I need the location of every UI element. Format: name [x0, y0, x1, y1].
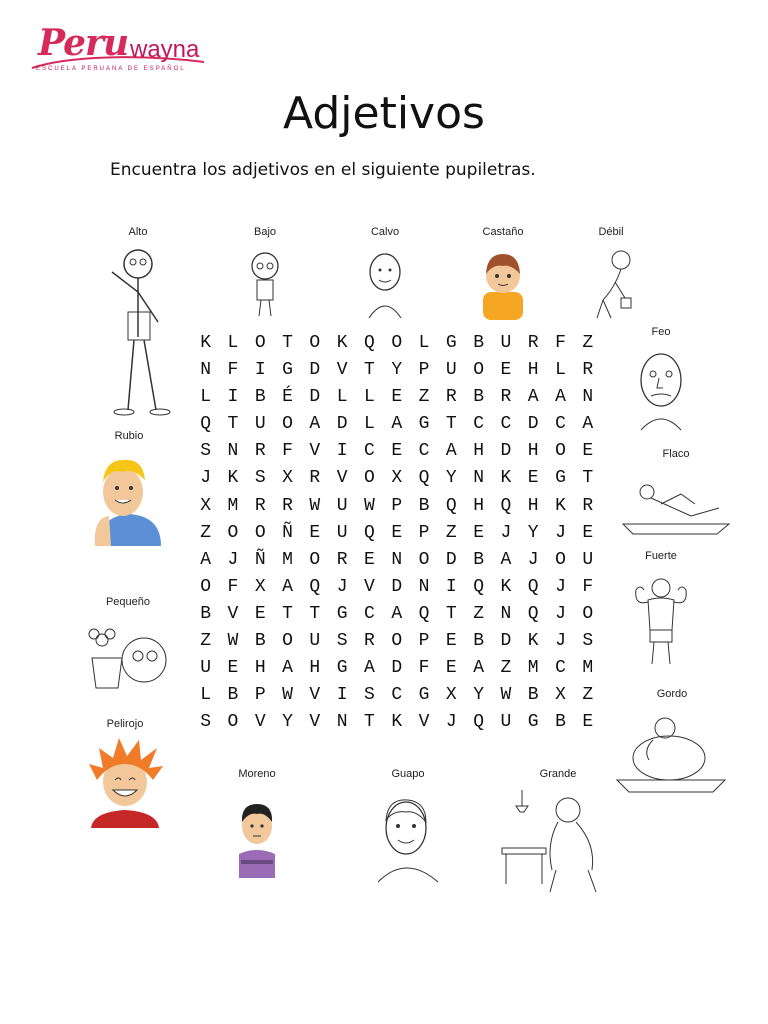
- grid-letter: T: [227, 414, 239, 435]
- grid-letter: W: [227, 631, 239, 652]
- grid-letter: T: [364, 360, 375, 381]
- grid-letter: D: [336, 414, 348, 435]
- grid-letter: O: [282, 414, 293, 435]
- grid-letter: I: [445, 576, 457, 597]
- label-bajo: Bajo: [253, 226, 277, 238]
- grid-letter: D: [445, 549, 457, 570]
- grid-letter: H: [527, 360, 539, 381]
- grid-letter: T: [309, 603, 321, 624]
- label-gordo: Gordo: [656, 688, 688, 700]
- grid-letter: C: [364, 603, 375, 624]
- grid-letter: D: [391, 576, 403, 597]
- grid-letter: O: [582, 603, 594, 624]
- grid-letter: B: [227, 685, 239, 706]
- grid-letter: S: [364, 685, 375, 706]
- grid-letter: Z: [200, 631, 212, 652]
- grid-letter: V: [309, 685, 321, 706]
- short-person-icon: [235, 242, 295, 320]
- grid-letter: O: [309, 549, 321, 570]
- grid-letter: F: [418, 658, 430, 679]
- grid-letter: W: [500, 685, 512, 706]
- grid-letter: A: [391, 414, 403, 435]
- grid-letter: T: [282, 333, 293, 353]
- grid-letter: G: [418, 414, 430, 435]
- grid-letter: Q: [364, 333, 375, 353]
- grid-letter: R: [254, 441, 266, 462]
- label-pelirojo: Pelirojo: [106, 718, 144, 730]
- grid-letter: E: [582, 712, 594, 733]
- grid-letter: W: [309, 495, 321, 516]
- figure-gordo: [612, 688, 732, 794]
- grid-letter: N: [200, 360, 212, 381]
- small-creature-icon: [82, 612, 174, 692]
- grid-letter: E: [364, 549, 375, 570]
- grid-letter: F: [227, 360, 239, 381]
- grid-letter: U: [500, 712, 512, 733]
- grid-letter: U: [445, 360, 457, 381]
- grid-letter: K: [555, 495, 566, 516]
- grid-letter: R: [500, 387, 512, 408]
- grid-letter: H: [527, 495, 539, 516]
- grid-letter: I: [254, 360, 266, 381]
- grid-letter: O: [418, 549, 430, 570]
- redhead-boy-icon: [85, 734, 165, 830]
- grid-letter: E: [582, 441, 594, 462]
- grid-letter: R: [582, 360, 594, 381]
- grid-letter: R: [254, 495, 266, 516]
- grid-letter: K: [500, 468, 512, 489]
- figure-debil: [576, 226, 646, 322]
- grid-letter: A: [364, 658, 375, 679]
- grid-letter: D: [527, 414, 539, 435]
- grid-letter: B: [473, 631, 485, 652]
- grid-letter: O: [555, 549, 566, 570]
- grid-letter: J: [227, 549, 239, 570]
- figure-pelirojo: [82, 718, 168, 830]
- weak-person-icon: [581, 242, 641, 322]
- grid-letter: T: [282, 603, 293, 624]
- page-title: Adjetivos: [283, 88, 485, 139]
- grid-letter: V: [227, 603, 239, 624]
- grid-letter: B: [200, 603, 212, 624]
- grid-letter: M: [227, 495, 239, 516]
- grid-letter: Q: [418, 468, 430, 489]
- label-fuerte: Fuerte: [645, 550, 677, 562]
- grid-letter: Z: [473, 603, 485, 624]
- grid-letter: C: [364, 441, 375, 462]
- grid-letter: C: [555, 414, 566, 435]
- grid-letter: X: [254, 576, 266, 597]
- grid-letter: T: [445, 603, 457, 624]
- grid-letter: V: [336, 468, 348, 489]
- grid-letter: L: [336, 387, 348, 408]
- figure-alto: [96, 226, 180, 417]
- grid-letter: Q: [200, 414, 212, 435]
- grid-letter: G: [418, 685, 430, 706]
- grid-letter: I: [227, 387, 239, 408]
- grid-letter: V: [254, 712, 266, 733]
- grid-letter: E: [500, 360, 512, 381]
- grid-letter: O: [227, 522, 239, 543]
- grid-letter: A: [555, 387, 566, 408]
- handsome-man-icon: [368, 784, 448, 884]
- figure-bajo: [230, 226, 300, 320]
- grid-letter: J: [555, 631, 566, 652]
- grid-letter: G: [282, 360, 293, 381]
- figure-fuerte: [618, 550, 704, 668]
- grid-letter: D: [500, 631, 512, 652]
- grid-letter: F: [282, 441, 293, 462]
- grid-letter: A: [527, 387, 539, 408]
- grid-letter: O: [254, 522, 266, 543]
- grid-letter: B: [473, 387, 485, 408]
- brown-hair-boy-icon: [473, 242, 533, 322]
- grid-letter: K: [336, 333, 348, 353]
- grid-letter: K: [200, 333, 212, 353]
- grid-letter: J: [336, 576, 348, 597]
- grid-letter: Q: [445, 495, 457, 516]
- grid-letter: L: [418, 333, 430, 353]
- grid-letter: R: [582, 495, 594, 516]
- grid-letter: N: [418, 576, 430, 597]
- grid-letter: J: [527, 549, 539, 570]
- dark-hair-boy-icon: [227, 784, 287, 880]
- grid-letter: O: [555, 441, 566, 462]
- grid-letter: Z: [582, 333, 594, 353]
- grid-letter: E: [445, 631, 457, 652]
- grid-letter: E: [445, 658, 457, 679]
- grid-letter: F: [227, 576, 239, 597]
- grid-letter: S: [336, 631, 348, 652]
- grid-letter: R: [445, 387, 457, 408]
- grid-letter: R: [309, 468, 321, 489]
- grid-letter: E: [527, 468, 539, 489]
- grid-letter: O: [200, 576, 212, 597]
- grid-letter: D: [391, 658, 403, 679]
- grid-letter: J: [555, 522, 566, 543]
- logo-tagline: ESCUELA PERUANA DE ESPAÑOL: [36, 66, 186, 72]
- grid-letter: G: [527, 712, 539, 733]
- grid-letter: P: [391, 495, 403, 516]
- grid-letter: Q: [527, 603, 539, 624]
- grid-letter: N: [227, 441, 239, 462]
- grid-letter: E: [254, 603, 266, 624]
- grid-letter: C: [418, 441, 430, 462]
- logo-peru: Peru: [38, 22, 129, 64]
- grid-letter: V: [364, 576, 375, 597]
- grid-letter: T: [364, 712, 375, 733]
- grid-letter: J: [200, 468, 212, 489]
- grid-letter: N: [473, 468, 485, 489]
- figure-grande: [496, 768, 620, 896]
- grid-letter: E: [391, 387, 403, 408]
- grid-letter: K: [500, 576, 512, 597]
- figure-guapo: [366, 768, 450, 884]
- grid-letter: O: [309, 333, 321, 353]
- grid-letter: G: [555, 468, 566, 489]
- grid-letter: V: [336, 360, 348, 381]
- grid-letter: L: [200, 387, 212, 408]
- label-rubio: Rubio: [114, 430, 144, 442]
- label-grande: Grande: [539, 768, 577, 780]
- figure-moreno: [222, 768, 292, 880]
- grid-letter: X: [391, 468, 403, 489]
- grid-letter: A: [473, 658, 485, 679]
- label-debil: Débil: [598, 226, 624, 238]
- grid-letter: L: [200, 685, 212, 706]
- grid-letter: P: [418, 631, 430, 652]
- grid-letter: S: [200, 712, 212, 733]
- label-feo: Feo: [651, 326, 671, 338]
- grid-letter: H: [254, 658, 266, 679]
- grid-letter: P: [418, 360, 430, 381]
- grid-letter: B: [527, 685, 539, 706]
- grid-letter: R: [336, 549, 348, 570]
- grid-letter: M: [282, 549, 293, 570]
- grid-letter: O: [473, 360, 485, 381]
- grid-letter: Y: [445, 468, 457, 489]
- instructions: Encuentra los adjetivos en el siguiente pupiletras.: [110, 160, 536, 180]
- grid-letter: U: [336, 495, 348, 516]
- grid-letter: Y: [473, 685, 485, 706]
- grid-letter: J: [555, 576, 566, 597]
- grid-letter: B: [555, 712, 566, 733]
- grid-letter: N: [582, 387, 594, 408]
- logo-wayna: wayna: [130, 36, 200, 63]
- grid-letter: U: [500, 333, 512, 353]
- grid-letter: É: [282, 387, 293, 408]
- grid-letter: O: [254, 333, 266, 353]
- grid-letter: U: [336, 522, 348, 543]
- grid-letter: L: [364, 414, 375, 435]
- grid-letter: D: [500, 441, 512, 462]
- grid-letter: Y: [527, 522, 539, 543]
- grid-letter: V: [309, 712, 321, 733]
- grid-letter: N: [336, 712, 348, 733]
- grid-letter: L: [364, 387, 375, 408]
- grid-letter: E: [391, 441, 403, 462]
- figure-castano: [465, 226, 541, 322]
- grid-letter: A: [309, 414, 321, 435]
- grid-letter: U: [582, 549, 594, 570]
- grid-letter: F: [555, 333, 566, 353]
- grid-letter: E: [227, 658, 239, 679]
- grid-letter: H: [527, 441, 539, 462]
- figure-pequeno: [80, 596, 176, 692]
- grid-letter: N: [391, 549, 403, 570]
- grid-letter: K: [391, 712, 403, 733]
- grid-letter: R: [364, 631, 375, 652]
- grid-letter: Q: [418, 603, 430, 624]
- label-calvo: Calvo: [370, 226, 400, 238]
- grid-letter: M: [582, 658, 594, 679]
- grid-letter: B: [473, 333, 485, 353]
- grid-letter: H: [473, 495, 485, 516]
- figure-feo: [626, 326, 696, 432]
- figure-rubio: [86, 430, 172, 551]
- grid-letter: Z: [445, 522, 457, 543]
- tall-person-icon: [98, 242, 178, 417]
- logo: [28, 22, 208, 78]
- grid-letter: C: [473, 414, 485, 435]
- grid-letter: O: [391, 333, 403, 353]
- grid-letter: D: [309, 360, 321, 381]
- word-search-grid: [192, 330, 601, 736]
- grid-letter: G: [336, 603, 348, 624]
- grid-letter: G: [336, 658, 348, 679]
- grid-letter: H: [473, 441, 485, 462]
- grid-letter: O: [227, 712, 239, 733]
- grid-letter: Y: [282, 712, 293, 733]
- grid-letter: Q: [500, 495, 512, 516]
- grid-letter: U: [309, 631, 321, 652]
- grid-letter: A: [282, 576, 293, 597]
- grid-letter: D: [309, 387, 321, 408]
- grid-letter: L: [555, 360, 566, 381]
- grid-letter: O: [282, 631, 293, 652]
- figure-calvo: [350, 226, 420, 320]
- grid-letter: A: [582, 414, 594, 435]
- grid-letter: Y: [391, 360, 403, 381]
- label-alto: Alto: [128, 226, 148, 238]
- grid-letter: Z: [500, 658, 512, 679]
- grid-letter: I: [336, 441, 348, 462]
- grid-letter: B: [254, 631, 266, 652]
- grid-letter: Q: [364, 522, 375, 543]
- grid-letter: C: [555, 658, 566, 679]
- grid-letter: S: [254, 468, 266, 489]
- grid-letter: X: [282, 468, 293, 489]
- grid-letter: E: [309, 522, 321, 543]
- grid-letter: Ñ: [254, 549, 266, 570]
- grid-letter: A: [282, 658, 293, 679]
- grid-letter: Z: [200, 522, 212, 543]
- grid-letter: C: [500, 414, 512, 435]
- ugly-face-icon: [629, 342, 693, 432]
- grid-letter: Q: [309, 576, 321, 597]
- strong-person-icon: [626, 566, 696, 668]
- grid-letter: I: [336, 685, 348, 706]
- grid-letter: J: [500, 522, 512, 543]
- figure-flaco: [618, 448, 734, 536]
- label-flaco: Flaco: [662, 448, 690, 460]
- grid-letter: W: [364, 495, 375, 516]
- label-guapo: Guapo: [391, 768, 425, 780]
- grid-letter: A: [445, 441, 457, 462]
- grid-letter: F: [582, 576, 594, 597]
- bald-person-icon: [355, 242, 415, 320]
- fat-person-icon: [613, 704, 731, 794]
- grid-letter: L: [227, 333, 239, 353]
- grid-letter: R: [527, 333, 539, 353]
- label-pequeno: Pequeño: [105, 596, 151, 608]
- grid-letter: P: [418, 522, 430, 543]
- grid-letter: B: [473, 549, 485, 570]
- grid-letter: A: [391, 603, 403, 624]
- grid-letter: N: [500, 603, 512, 624]
- grid-letter: C: [391, 685, 403, 706]
- grid-letter: S: [582, 631, 594, 652]
- label-castano: Castaño: [482, 226, 524, 238]
- grid-letter: B: [418, 495, 430, 516]
- grid-letter: Q: [473, 576, 485, 597]
- grid-letter: E: [391, 522, 403, 543]
- grid-letter: V: [309, 441, 321, 462]
- grid-letter: T: [582, 468, 594, 489]
- grid-letter: X: [555, 685, 566, 706]
- thin-person-icon: [621, 464, 731, 536]
- grid-letter: M: [527, 658, 539, 679]
- grid-letter: U: [200, 658, 212, 679]
- grid-letter: K: [227, 468, 239, 489]
- grid-letter: Q: [473, 712, 485, 733]
- grid-letter: A: [500, 549, 512, 570]
- grid-letter: Z: [418, 387, 430, 408]
- grid-letter: Ñ: [282, 522, 293, 543]
- grid-letter: B: [254, 387, 266, 408]
- grid-letter: H: [309, 658, 321, 679]
- grid-letter: E: [582, 522, 594, 543]
- grid-letter: K: [527, 631, 539, 652]
- big-person-icon: [496, 784, 620, 896]
- grid-letter: X: [200, 495, 212, 516]
- grid-letter: R: [282, 495, 293, 516]
- grid-letter: J: [445, 712, 457, 733]
- grid-letter: J: [555, 603, 566, 624]
- grid-letter: V: [418, 712, 430, 733]
- grid-letter: G: [445, 333, 457, 353]
- grid-letter: S: [200, 441, 212, 462]
- grid-letter: W: [282, 685, 293, 706]
- grid-letter: O: [391, 631, 403, 652]
- grid-letter: Z: [582, 685, 594, 706]
- label-moreno: Moreno: [238, 768, 276, 780]
- grid-letter: E: [473, 522, 485, 543]
- grid-letter: A: [200, 549, 212, 570]
- grid-letter: P: [254, 685, 266, 706]
- grid-letter: O: [364, 468, 375, 489]
- blond-man-icon: [89, 446, 169, 551]
- grid-letter: Q: [527, 576, 539, 597]
- grid-letter: U: [254, 414, 266, 435]
- grid-letter: T: [445, 414, 457, 435]
- grid-letter: X: [445, 685, 457, 706]
